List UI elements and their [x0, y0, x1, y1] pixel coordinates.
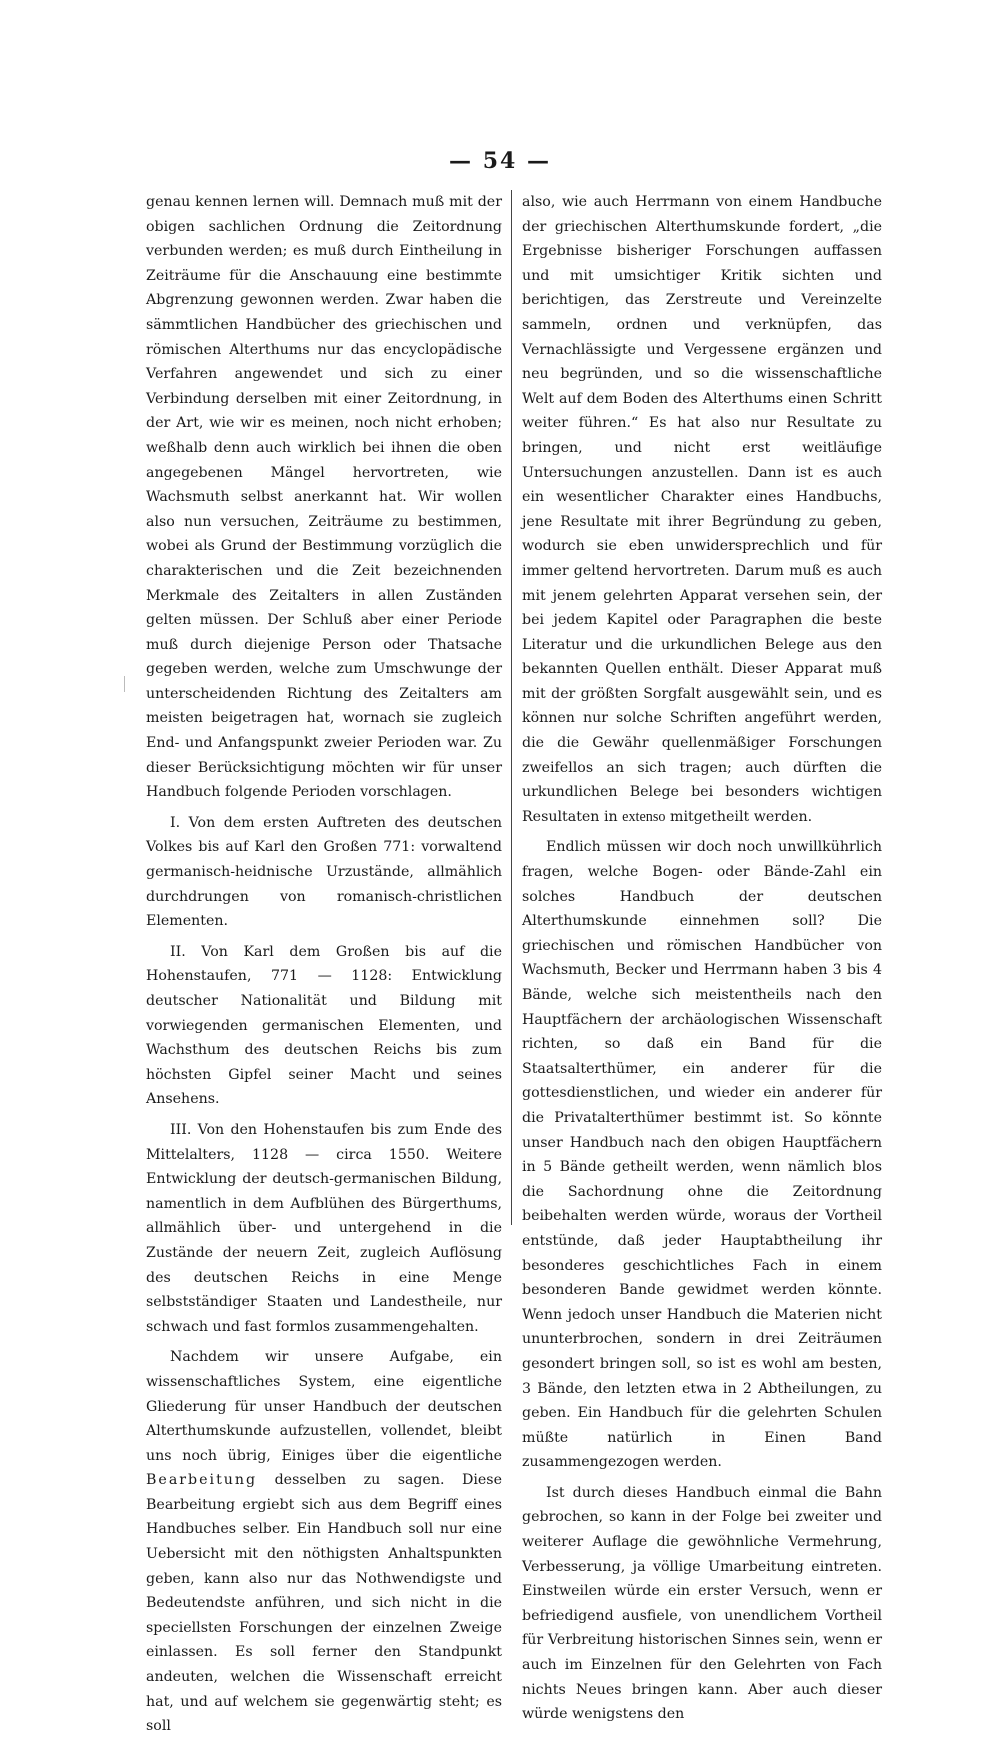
- emphasized-term: Bearbeitung: [146, 1472, 258, 1489]
- right-column: [522, 190, 882, 1727]
- margin-mark: [124, 676, 125, 692]
- paragraph: Endlich müssen wir doch noch unwillkührlich fragen, welche Bogen- oder Bände-Zahl ein solches Handbuch der deutschen Alterthumskunde einnehmen soll? Die griechischen und römischen Handbücher von Wachsmuth, Becker und Herrmann haben 3 bis 4 Bände, welche sich meistentheils nach den Hauptfächern der archäologischen Wissenschaft richten, so daß ein Band für die Staatsalterthümer, ein anderer für die gottesdienstlichen, und wieder ein anderer für die Privatalterthümer bestimmt ist. So könnte unser Handbuch nach den obigen Hauptfächern in 5 Bände getheilt werden, wenn nämlich blos die Sachordnung ohne die Zeitordnung beibehalten werden würde, woraus der Vortheil entstünde, daß jeder Hauptabtheilung ihr besonderes geschichtliches Fach in einem besonderen Bande gewidmet werden könnte. Wenn jedoch unser Handbuch die Materien nicht ununterbrochen, sondern in drei Zeiträumen gesondert bringen soll, so ist es wohl am besten, 3 Bände, den letzten etwa in 2 Abtheilungen, zu geben. Ein Handbuch für die gelehrten Schulen müßte natürlich in Einen Band zusammengezogen werden.: [522, 839, 882, 1471]
- text-run: Nachdem wir unsere Aufgabe, ein wissenschaftliches System, eine eigentliche Gliederung für unser Handbuch der deutschen Alterthumskunde aufzustellen, vollendet, bleibt uns noch übrig, Einiges über die eigentliche: [146, 1349, 502, 1464]
- column-divider: [511, 190, 512, 1225]
- paragraph: genau kennen lernen will. Demnach muß mit der obigen sachlichen Ordnung die Zeitordnung verbunden werden; es muß durch Eintheilung in Zeiträume für die Anschauung eine bestimmte Abgrenzung gewonnen werden. Zwar haben die sämmtlichen Handbücher des griechischen und römischen Alterthums nur das encyclopädische Verfahren angewendet und sich zu einer Verbindung derselben mit einer Zeitordnung, in der Art, wie wir es meinen, noch nicht erhoben; weßhalb denn auch wirklich bei ihnen die oben angegebenen Mängel hervortreten, wie Wachsmuth selbst anerkannt hat. Wir wollen also nun versuchen, Zeiträume zu bestimmen, wobei als Grund der Bestimmung vorzüglich die charakterischen und die Zeit bezeichnenden Merkmale des Zeitalters in allen Zuständen gelten müssen. Der Schluß aber einer Periode muß durch diejenige Person oder Thatsache gegeben werden, welche zum Umschwunge der unterscheidenden Richtung des Zeitalters am meisten beigetragen hat, wornach sie zugleich End- und Anfangspunkt zweier Perioden war. Zu dieser Berücksichtigung möchten wir für unser Handbuch folgende Perioden vorschlagen.: [146, 194, 502, 801]
- text-run: desselben zu sagen. Diese Bearbeitung ergiebt sich aus dem Begriff eines Handbuches selber. Ein Handbuch soll nur eine Uebersicht mit den nöthigsten Anhaltspunkten geben, kann also nur das Nothwendigste und Bedeutendste anführen, und sich nicht in die speciellsten Forschungen der einzelnen Zweige einlassen. Es soll ferner den Standpunkt andeuten, welchen die Wissenschaft erreicht hat, und auf welchem sie gegenwärtig steht; es soll: [146, 1472, 502, 1735]
- text-run: also, wie auch Herrmann von einem Handbuche der griechischen Alterthumskunde fordert, „die Ergebnisse bisheriger Forschungen auffassen und mit umsichtiger Kritik sichten und berichtigen, das Zerstreute und Vereinzelte sammeln, ordnen und verknüpfen, das Vernachlässigte und Vergessene ergänzen und neu begründen, und so die wissenschaftliche Welt auf dem Boden des Alterthums einen Schritt weiter führen.“ Es hat also nur Resultate zu bringen, und nicht erst weitläufige Untersuchungen anzustellen. Dann ist es auch ein wesentlicher Charakter eines Handbuchs, jene Resultate mit ihrer Begründung zu geben, wodurch sie eben unwidersprechlich und für immer geltend hervortreten. Darum muß es auch mit jenem gelehrten Apparat versehen sein, der bei jedem Kapitel oder Paragraphen die beste Literatur und die urkundlichen Belege aus den bekannten Quellen enthält. Dieser Apparat muß mit der größten Sorgfalt ausgewählt sein, und es können nur solche Schriften angeführt werden, die die Gewähr quellenmäßiger Forschungen zweifellos an sich tragen; auch dürften die urkundlichen Belege bei besonders wichtigen Resultaten in: [522, 194, 882, 825]
- text-run: mitgetheilt werden.: [670, 808, 813, 825]
- paragraph: Ist durch dieses Handbuch einmal die Bahn gebrochen, so kann in der Folge bei zweiter und weiterer Auflage die gewöhnliche Vermehrung, Verbesserung, ja völlige Umarbeitung eintreten. Einstweilen würde ein erster Versuch, wenn er befriedigend ausfiele, von unendlichem Vortheil für Verbreitung historischen Sinnes sein, wenn er auch im Einzelnen für den Gelehrten von Fach nichts Neues bringen kann. Aber auch dieser würde wenigstens den: [522, 1484, 882, 1723]
- period-item-1: I. Von dem ersten Auftreten des deutschen Volkes bis auf Karl den Großen 771: vorwaltend germanisch-heidnische Urzustände, allmählich durchdrungen von romanisch-christlichen Elementen.: [146, 814, 502, 930]
- period-item-3: III. Von den Hohenstaufen bis zum Ende des Mittelalters, 1128 — circa 1550. Weitere Entwicklung der deutsch-germanischen Bildung, namentlich in dem Aufblühen des Bürgerthums, allmählich über- und untergehend in die Zustände der neuern Zeit, zugleich Auflösung des deutschen Reichs in eine Menge selbstständiger Staaten und Landestheile, nur schwach und fast formlos zusammengehalten.: [146, 1121, 502, 1335]
- latin-term: extenso: [622, 808, 666, 825]
- paragraph: [146, 1345, 502, 1739]
- period-item-2: II. Von Karl dem Großen bis auf die Hohenstaufen, 771 — 1128: Entwicklung deutscher Nationalität und Bildung mit vorwiegenden germanischen Elementen, und Wachsthum des deutschen Reichs bis zum höchsten Gipfel seiner Macht und seines Ansehens.: [146, 943, 502, 1108]
- left-column: [146, 190, 502, 1739]
- paragraph: [522, 190, 882, 829]
- page-number: — 54 —: [449, 148, 551, 174]
